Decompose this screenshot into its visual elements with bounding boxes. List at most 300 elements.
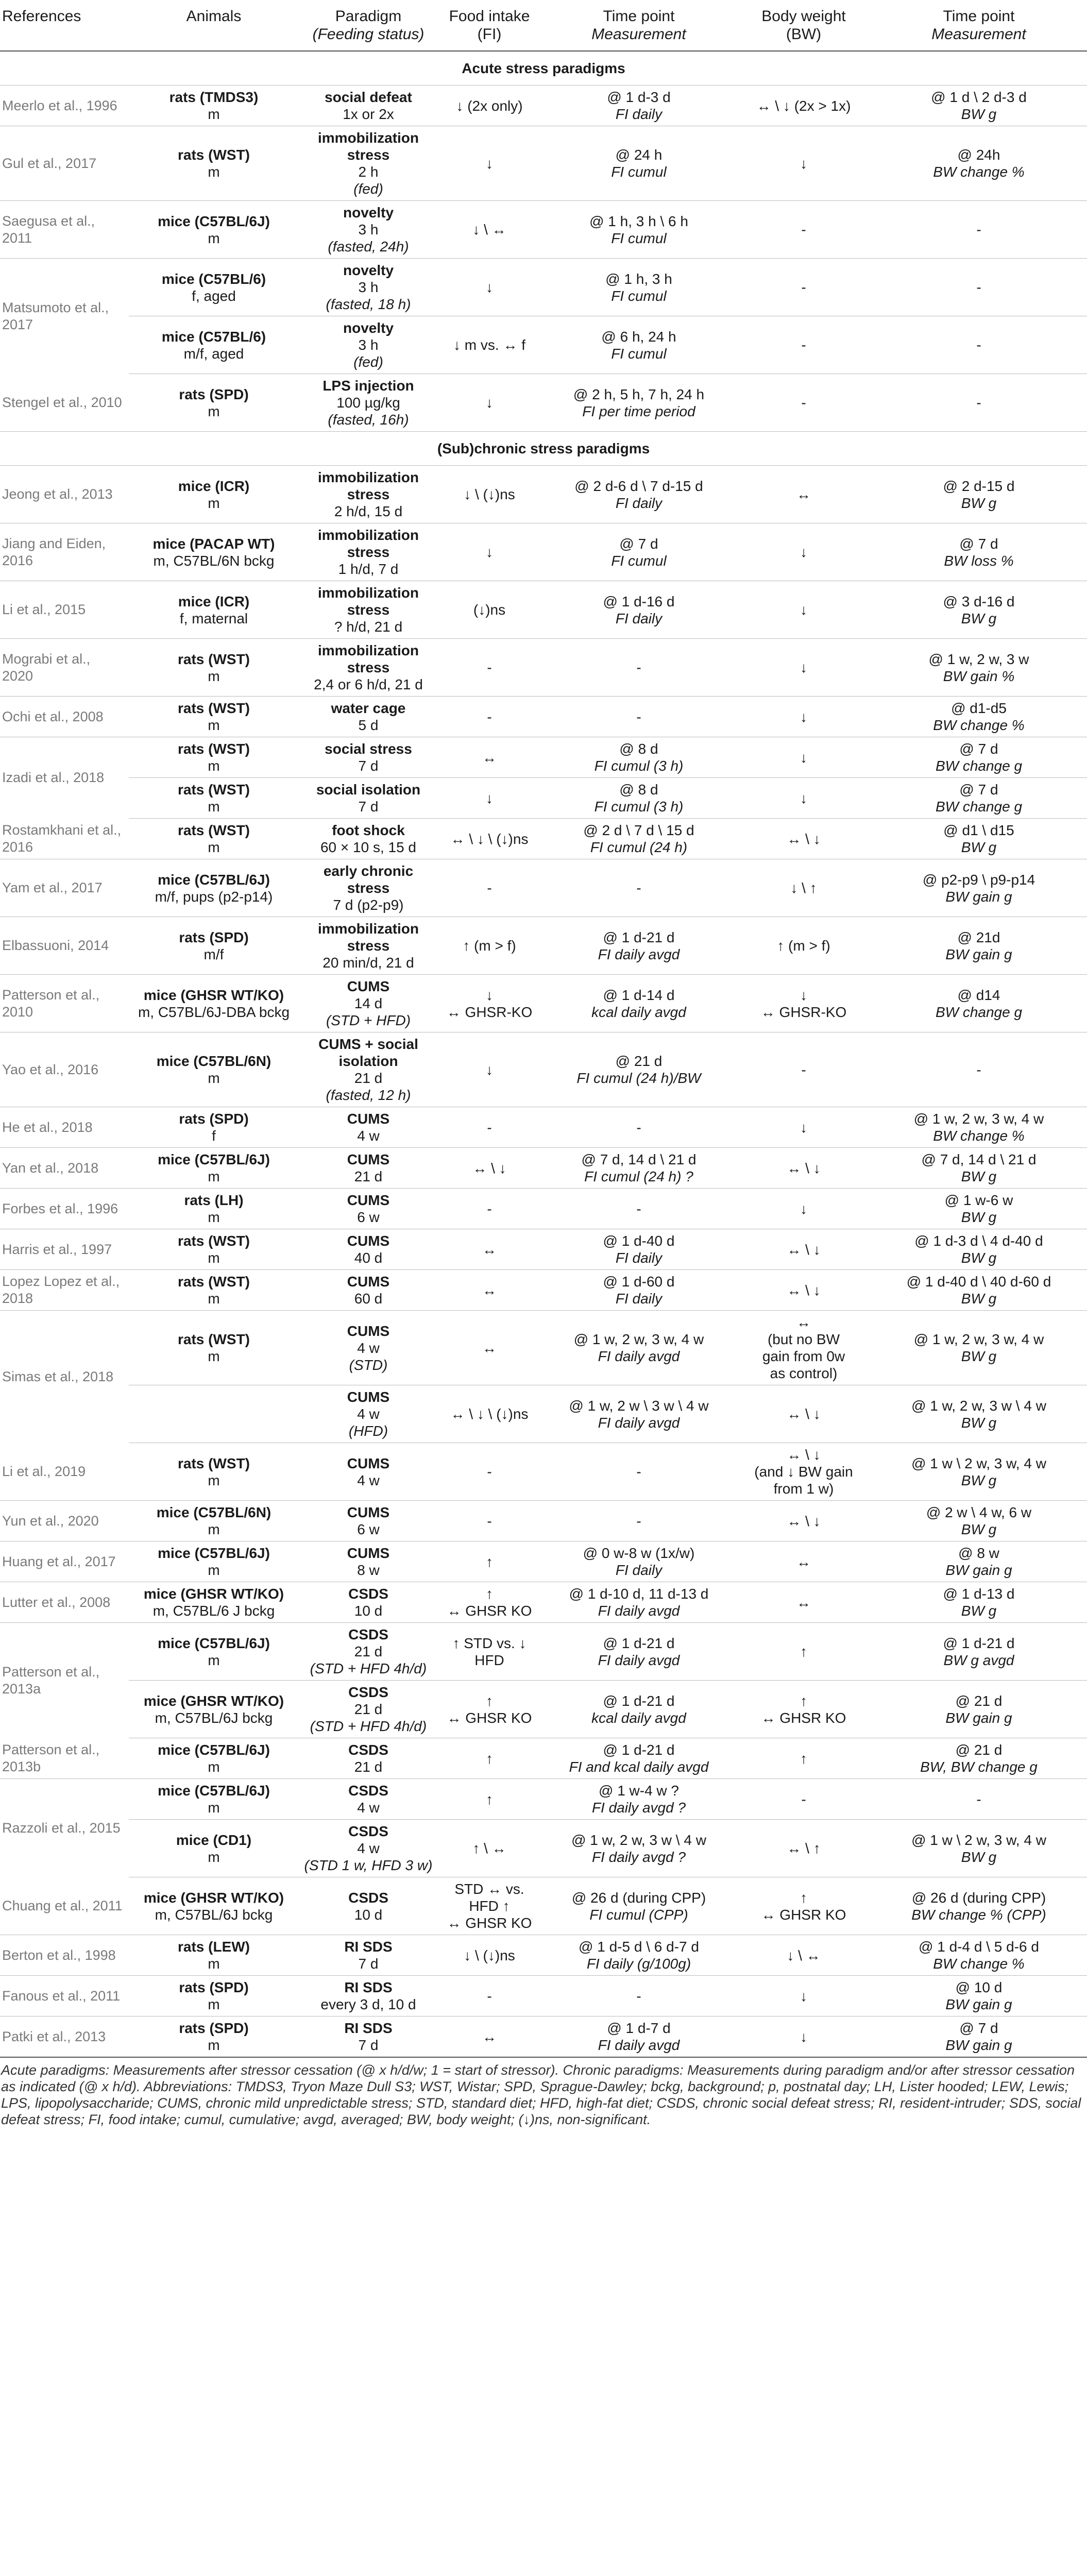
- fi-timepoint-cell: [541, 639, 737, 697]
- table-row: [0, 917, 1087, 975]
- paradigm-cell: [299, 917, 438, 975]
- fi-timepoint-cell: [541, 1623, 737, 1681]
- cell-line: ↓: [800, 749, 807, 766]
- food-intake-cell: [438, 1501, 541, 1541]
- cell-line: m: [208, 717, 220, 733]
- cell-line: ↔: [796, 1594, 811, 1611]
- cell-line: @ p2-p9 \ p9-p14: [922, 871, 1035, 888]
- cell-line: f: [212, 1128, 216, 1144]
- cell-line: @ 1 w \ 2 w, 3 w, 4 w: [911, 1832, 1046, 1848]
- reference-cell: Li et al., 2015: [0, 581, 129, 639]
- table-row: [0, 1270, 1087, 1311]
- animals-cell: [129, 1877, 299, 1935]
- cell-line: m, C57BL/6N bckg: [153, 552, 275, 569]
- paradigm-cell: [299, 374, 438, 432]
- table-row: [0, 1738, 1087, 1779]
- fi-timepoint-cell: [541, 1189, 737, 1229]
- bw-timepoint-cell: [871, 316, 1087, 374]
- cell-line: m: [208, 1759, 220, 1775]
- cell-line: @ 1 d-60 d: [603, 1274, 675, 1290]
- paradigm-cell: [299, 1623, 438, 1681]
- cell-line: -: [976, 1061, 981, 1078]
- bw-timepoint-cell: [871, 1541, 1087, 1582]
- body-weight-cell: [737, 697, 871, 737]
- fi-timepoint-cell: [541, 86, 737, 126]
- cell-line: mice (GHSR WT/KO): [143, 987, 284, 1003]
- fi-timepoint-cell: [541, 859, 737, 917]
- cell-line: ↔ \ ↓ (2x > 1x): [756, 97, 851, 114]
- cell-line: @ d1-d5: [951, 700, 1007, 716]
- cell-line: -: [976, 395, 981, 411]
- cell-line: -: [487, 1464, 492, 1480]
- cell-line: CUMS: [347, 978, 390, 994]
- cell-line: rats (SPD): [179, 929, 249, 945]
- table-row: [0, 1385, 1087, 1443]
- bw-timepoint-cell: [871, 1820, 1087, 1877]
- table-row: [0, 1501, 1087, 1541]
- animals-cell: [129, 374, 299, 432]
- body-weight-cell: [737, 1107, 871, 1148]
- cell-line: rats (WST): [178, 651, 250, 667]
- body-weight-cell: [737, 1935, 871, 1976]
- food-intake-cell: [438, 1681, 541, 1738]
- cell-line: novelty: [343, 205, 394, 221]
- food-intake-cell: [438, 1877, 541, 1935]
- bw-timepoint-cell: [871, 1311, 1087, 1385]
- bw-timepoint-cell: [871, 1229, 1087, 1270]
- reference-cell: Patterson et al., 2013a: [2, 1664, 100, 1697]
- cell-line: 1 h/d, 7 d: [338, 561, 399, 577]
- fi-timepoint-cell: [541, 1032, 737, 1107]
- cell-line: -: [636, 708, 641, 725]
- reference-cell: Stengel et al., 2010: [0, 374, 129, 432]
- cell-line: m/f, aged: [183, 345, 244, 362]
- fi-timepoint-cell: [541, 1443, 737, 1501]
- food-intake-cell: [438, 1032, 541, 1107]
- cell-line: ↓ (2x only): [456, 97, 523, 114]
- animals-cell: [129, 523, 299, 581]
- fi-timepoint-cell: [541, 1148, 737, 1189]
- cell-line: FI cumul: [611, 164, 667, 180]
- cell-line: ↑: [486, 1586, 493, 1602]
- cell-line: FI cumul (24 h): [590, 839, 688, 855]
- paradigm-cell: [299, 1501, 438, 1541]
- cell-line: ↑ STD vs. ↓: [452, 1635, 526, 1651]
- cell-line: @ 21 d: [955, 1692, 1003, 1709]
- paradigm-cell: [299, 1443, 438, 1501]
- cell-line: @ 1 d-21 d: [603, 1742, 675, 1758]
- cell-line: @ 2 d \ 7 d \ 15 d: [583, 822, 694, 838]
- animals-cell: [129, 259, 299, 316]
- cell-line: @ 1 w, 2 w, 3 w \ 4 w: [571, 1832, 706, 1848]
- reference-cell: Fanous et al., 2011: [0, 1976, 129, 2016]
- cell-line: @ 1 w, 2 w, 3 w, 4 w: [913, 1331, 1044, 1347]
- cell-line: rats (SPD): [179, 2020, 249, 2036]
- cell-line: @ 21 d: [955, 1742, 1003, 1758]
- bw-timepoint-cell: [871, 86, 1087, 126]
- food-intake-cell: [438, 1107, 541, 1148]
- cell-line: @ 1 w, 2 w, 3 w, 4 w: [913, 1111, 1044, 1127]
- cell-line: FI cumul (3 h): [594, 758, 684, 774]
- cell-line: m: [208, 2037, 220, 2053]
- animals-cell: [129, 1582, 299, 1623]
- cell-line: @ 1 d-10 d, 11 d-13 d: [569, 1586, 709, 1602]
- cell-line: FI cumul: [611, 287, 667, 304]
- cell-line: ↓ \ ↑: [790, 880, 817, 896]
- cell-line: @ 7 d: [959, 782, 998, 798]
- reference-cell: Patki et al., 2013: [0, 2016, 129, 2058]
- bw-timepoint-cell: [871, 581, 1087, 639]
- cell-line: -: [636, 659, 641, 675]
- cell-line: m/f: [203, 946, 224, 962]
- food-intake-cell: [438, 1443, 541, 1501]
- cell-line: mice (C57BL/6J): [158, 1742, 270, 1758]
- cell-line: FI per time period: [582, 403, 695, 419]
- cell-line: ↔ \ ↓: [787, 831, 821, 847]
- fi-timepoint-cell: [541, 2016, 737, 2058]
- animals-cell: [129, 1501, 299, 1541]
- fi-timepoint-cell: [541, 581, 737, 639]
- paradigm-cell: [299, 466, 438, 523]
- cell-line: m: [208, 1070, 220, 1086]
- cell-line: BW change %: [933, 164, 1025, 180]
- paradigm-cell: [299, 1107, 438, 1148]
- bw-timepoint-cell: [871, 737, 1087, 778]
- body-weight-cell: [737, 1189, 871, 1229]
- cell-line: social defeat: [325, 89, 412, 105]
- animals-cell: [129, 466, 299, 523]
- cell-line: @ 7 d, 14 d \ 21 d: [581, 1151, 697, 1167]
- cell-line: CUMS: [347, 1151, 390, 1167]
- table-row: [0, 316, 1087, 374]
- cell-line: every 3 d, 10 d: [320, 1996, 416, 2012]
- cell-line: (STD + HFD 4h/d): [310, 1660, 427, 1676]
- cell-line: -: [801, 395, 806, 411]
- paradigm-cell: [299, 1032, 438, 1107]
- cell-line: ↓: [800, 659, 807, 675]
- bw-timepoint-cell: [871, 523, 1087, 581]
- cell-line: 4 w: [357, 1128, 380, 1144]
- table-row: [0, 523, 1087, 581]
- cell-line: @ 1 w-6 w: [944, 1192, 1013, 1208]
- cell-line: BW change % (CPP): [911, 1906, 1046, 1923]
- table-row: [0, 374, 1087, 432]
- cell-line: STD ↔ vs. HFD ↑: [454, 1881, 524, 1914]
- cell-line: m: [208, 839, 220, 855]
- cell-line: CSDS: [348, 1823, 388, 1839]
- header-references: References: [0, 0, 129, 51]
- cell-line: ↔ \ ↓: [787, 1241, 821, 1258]
- cell-line: -: [487, 880, 492, 896]
- cell-line: ↓ \ ↔: [472, 222, 506, 238]
- paradigm-cell: [299, 819, 438, 859]
- bw-timepoint-cell: [871, 1270, 1087, 1311]
- cell-line: 4 w: [357, 1472, 380, 1488]
- cell-line: (fed): [353, 354, 383, 370]
- cell-line: @ 24 h: [615, 147, 663, 163]
- cell-line: RI SDS: [344, 1939, 393, 1955]
- food-intake-cell: [438, 697, 541, 737]
- table-row: [0, 126, 1087, 201]
- body-weight-cell: [737, 1820, 871, 1877]
- table-row: [0, 1032, 1087, 1107]
- paradigm-cell: [299, 259, 438, 316]
- bw-timepoint-cell: [871, 778, 1087, 819]
- body-weight-cell: [737, 819, 871, 859]
- table-row: [0, 1148, 1087, 1189]
- cell-line: novelty: [343, 320, 394, 336]
- table-footnote: Acute paradigms: Measurements after stressor cessation (@ x h/d/w; 1 = start of stressor). Chronic paradigms: Measurements during paradigm and/or after stressor cessation as indicated (@ x h/d). Abbreviations: TMDS3, Tryon Maze Dull S3; WST, Wistar; SPD, Sprague-Dawley; bckg, background; p, postnatal day; LH, Lister hooded; LEW, Lewis; LPS, lipopolysaccharide; CUMS, chronic mild unpredictable stress; STD, standard diet; HFD, high-fat diet; CSDS, chronic social defeat stress; RI, resident-intruder; SDS, social defeat stress; FI, food intake; cumul, cumulative; avgd, averaged; BW, body weight; (↓)ns, non-significant.: [1, 2062, 1081, 2127]
- cell-line: 4 w: [357, 1800, 380, 1816]
- cell-line: (STD + HFD 4h/d): [310, 1718, 427, 1734]
- cell-line: -: [976, 1791, 981, 1807]
- cell-line: FI daily: [615, 1562, 663, 1578]
- animals-cell: [129, 1779, 299, 1820]
- fi-timepoint-cell: [541, 523, 737, 581]
- cell-line: -: [976, 279, 981, 295]
- cell-line: BW g: [961, 1209, 997, 1225]
- cell-line: rats (LEW): [178, 1939, 250, 1955]
- cell-line: @ 2 w \ 4 w, 6 w: [926, 1504, 1032, 1520]
- cell-line: BW loss %: [944, 552, 1014, 569]
- body-weight-cell: [737, 859, 871, 917]
- cell-line: FI cumul: [611, 552, 667, 569]
- bw-timepoint-cell: [871, 1681, 1087, 1738]
- cell-line: kcal daily avgd: [591, 1709, 686, 1726]
- animals-cell: [129, 126, 299, 201]
- body-weight-cell: [737, 737, 871, 778]
- section-title: Acute stress paradigms: [0, 51, 1087, 86]
- table-row: [0, 819, 1087, 859]
- cell-line: ↔ GHSR KO: [447, 1915, 532, 1931]
- cell-line: ↓: [800, 987, 807, 1003]
- cell-line: m, C57BL/6 J bckg: [152, 1603, 275, 1619]
- cell-line: ↔ \ ↓: [787, 1160, 821, 1176]
- header-food-intake: Food intake (FI): [438, 0, 541, 51]
- cell-line: ↔ GHSR KO: [761, 1906, 846, 1923]
- body-weight-cell: [737, 1311, 871, 1385]
- cell-line: 6 w: [357, 1209, 380, 1225]
- cell-line: FI cumul: [611, 230, 667, 246]
- table-row: [0, 2016, 1087, 2058]
- body-weight-cell: [737, 374, 871, 432]
- cell-line: @ 7 d: [959, 2020, 998, 2036]
- cell-line: CUMS: [347, 1504, 390, 1520]
- cell-line: CUMS: [347, 1274, 390, 1290]
- cell-line: @ 1 d-21 d: [603, 1635, 675, 1651]
- cell-line: CSDS: [348, 1742, 388, 1758]
- cell-line: ↔: [482, 1241, 497, 1258]
- bw-timepoint-cell: [871, 1738, 1087, 1779]
- cell-line: @ 1 d-4 d \ 5 d-6 d: [919, 1939, 1039, 1955]
- paradigm-cell: [299, 1541, 438, 1582]
- bw-timepoint-cell: [871, 126, 1087, 201]
- cell-line: FI daily: [615, 1250, 663, 1266]
- bw-timepoint-cell: [871, 201, 1087, 259]
- cell-line: -: [801, 279, 806, 295]
- fi-timepoint-cell: [541, 819, 737, 859]
- reference-cell: Rostamkhani et al., 2016: [0, 819, 129, 859]
- section-title: (Sub)chronic stress paradigms: [0, 432, 1087, 466]
- cell-line: HFD: [474, 1652, 504, 1668]
- cell-line: ↓: [800, 1200, 807, 1217]
- reference-cell: Harris et al., 1997: [0, 1229, 129, 1270]
- fi-timepoint-cell: [541, 1501, 737, 1541]
- cell-line: FI daily avgd ?: [591, 1800, 686, 1816]
- cell-line: FI daily avgd: [598, 1414, 680, 1431]
- cell-line: ↑ \ ↔: [472, 1840, 506, 1856]
- fi-timepoint-cell: [541, 1385, 737, 1443]
- cell-line: 3 h: [358, 222, 379, 238]
- cell-line: @ 21d: [957, 929, 1000, 945]
- fi-timepoint-cell: [541, 1820, 737, 1877]
- cell-line: @ 21 d: [615, 1053, 663, 1069]
- cell-line: CSDS: [348, 1626, 388, 1642]
- cell-line: mice (C57BL/6): [161, 328, 266, 345]
- table-row: [0, 639, 1087, 697]
- bw-timepoint-cell: [871, 1976, 1087, 2016]
- cell-line: FI cumul (24 h) ?: [584, 1168, 693, 1184]
- food-intake-cell: [438, 819, 541, 859]
- cell-line: @ 1 w-4 w ?: [598, 1783, 680, 1799]
- cell-line: 4 w: [357, 1340, 380, 1356]
- cell-line: m: [208, 1562, 220, 1578]
- animals-cell: [129, 819, 299, 859]
- cell-line: -: [487, 1119, 492, 1136]
- body-weight-cell: [737, 1443, 871, 1501]
- reference-cell: Lutter et al., 2008: [0, 1582, 129, 1623]
- cell-line: m: [208, 106, 220, 122]
- cell-line: FI cumul: [611, 345, 667, 362]
- cell-line: BW change %: [933, 1128, 1025, 1144]
- cell-line: CUMS: [347, 1545, 390, 1561]
- animals-cell: [129, 1032, 299, 1107]
- cell-line: f, aged: [192, 287, 236, 304]
- cell-line: rats (WST): [178, 147, 250, 163]
- cell-line: FI daily avgd ?: [591, 1849, 686, 1865]
- cell-line: @ 1 d-7 d: [607, 2020, 671, 2036]
- cell-line: @ d1 \ d15: [943, 822, 1014, 838]
- cell-line: -: [636, 1200, 641, 1217]
- cell-line: mice (C57BL/6J): [158, 213, 270, 229]
- table-row: [0, 1976, 1087, 2016]
- cell-line: CUMS: [347, 1323, 390, 1339]
- cell-line: ↑: [800, 1750, 807, 1767]
- cell-line: ↓: [486, 279, 493, 295]
- cell-line: 60 d: [354, 1291, 383, 1307]
- cell-line: mice (GHSR WT/KO): [143, 1692, 284, 1709]
- cell-line: rats (SPD): [179, 1979, 249, 1995]
- cell-line: @ 1 w, 2 w \ 3 w \ 4 w: [569, 1397, 709, 1414]
- cell-line: ↓ \ ↔: [787, 1947, 821, 1963]
- table-row: [0, 1935, 1087, 1976]
- food-intake-cell: [438, 975, 541, 1032]
- cell-line: ↔: [482, 1282, 497, 1298]
- cell-line: ↓: [800, 544, 807, 560]
- bw-timepoint-cell: [871, 1779, 1087, 1820]
- reference-cell: Jeong et al., 2013: [0, 466, 129, 523]
- cell-line: FI daily (g/100g): [586, 1956, 691, 1972]
- cell-line: @ 1 d-3 d: [607, 89, 671, 105]
- food-intake-cell: [438, 639, 541, 697]
- cell-line: BW change %: [933, 717, 1025, 733]
- cell-line: ↓: [800, 708, 807, 725]
- food-intake-cell: [438, 1311, 541, 1385]
- cell-line: ↓: [800, 155, 807, 172]
- cell-line: mice (C57BL/6N): [156, 1504, 271, 1520]
- cell-line: CUMS: [347, 1111, 390, 1127]
- cell-line: ↔ \ ↓: [787, 1513, 821, 1529]
- animals-cell: [129, 1820, 299, 1877]
- cell-line: (fasted, 12 h): [326, 1087, 411, 1103]
- cell-line: (fasted, 24h): [328, 239, 409, 255]
- animals-cell: [129, 859, 299, 917]
- reference-cell: Yam et al., 2017: [0, 859, 129, 917]
- animals-cell: [129, 86, 299, 126]
- cell-line: ↔ GHSR KO: [447, 1603, 532, 1619]
- cell-line: @ 2 d-15 d: [943, 478, 1015, 494]
- cell-line: (and ↓ BW gain: [754, 1464, 853, 1480]
- reference-cell: Jiang and Eiden, 2016: [0, 523, 129, 581]
- fi-timepoint-cell: [541, 1779, 737, 1820]
- food-intake-cell: [438, 466, 541, 523]
- cell-line: 10 d: [354, 1906, 383, 1923]
- cell-line: -: [636, 1988, 641, 2004]
- food-intake-cell: [438, 1935, 541, 1976]
- cell-line: m: [208, 1956, 220, 1972]
- cell-line: @ 1 h, 3 h: [605, 270, 672, 287]
- body-weight-cell: [737, 581, 871, 639]
- animals-cell: [129, 1623, 299, 1681]
- fi-timepoint-cell: [541, 259, 737, 316]
- paradigm-cell: [299, 523, 438, 581]
- paradigm-cell: [299, 1229, 438, 1270]
- cell-line: ↔ \ ↓: [787, 1406, 821, 1422]
- cell-line: BW g: [961, 610, 997, 626]
- cell-line: 21 d: [354, 1759, 383, 1775]
- body-weight-cell: [737, 1681, 871, 1738]
- cell-line: immobilization stress: [318, 469, 419, 502]
- cell-line: immobilization stress: [318, 642, 419, 675]
- fi-timepoint-cell: [541, 126, 737, 201]
- cell-line: ↑ (m > f): [463, 938, 516, 954]
- cell-line: rats (WST): [178, 1274, 250, 1290]
- animals-cell: [129, 1935, 299, 1976]
- body-weight-cell: [737, 917, 871, 975]
- cell-line: (HFD): [348, 1423, 388, 1439]
- cell-line: FI cumul (24 h)/BW: [576, 1070, 701, 1086]
- cell-line: BW g: [961, 1849, 997, 1865]
- cell-line: FI daily avgd: [598, 1652, 680, 1668]
- cell-line: (fasted, 18 h): [326, 296, 411, 312]
- cell-line: m, C57BL/6J-DBA bckg: [138, 1004, 290, 1020]
- animals-cell: [129, 201, 299, 259]
- cell-line: @ 8 d: [619, 741, 658, 757]
- cell-line: m: [208, 1800, 220, 1816]
- cell-line: @ 7 d: [619, 535, 658, 552]
- cell-line: BW change g: [935, 758, 1023, 774]
- cell-line: (STD 1 w, HFD 3 w): [304, 1857, 433, 1873]
- fi-timepoint-cell: [541, 1877, 737, 1935]
- paradigm-cell: [299, 778, 438, 819]
- cell-line: m, C57BL/6J bckg: [155, 1709, 273, 1726]
- cell-line: BW, BW change g: [920, 1759, 1038, 1775]
- table-row: [0, 1443, 1087, 1501]
- cell-line: mice (GHSR WT/KO): [143, 1889, 284, 1906]
- cell-line: mice (C57BL/6): [161, 270, 266, 287]
- cell-line: 14 d: [354, 995, 383, 1011]
- table-row: [0, 86, 1087, 126]
